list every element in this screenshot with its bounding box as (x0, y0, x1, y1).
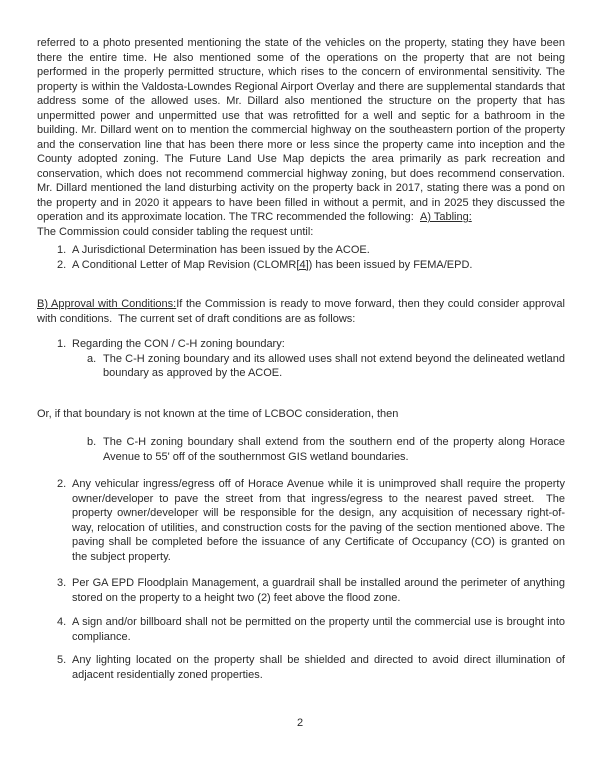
list-marker: 5. (57, 654, 67, 666)
paragraph (37, 297, 565, 326)
text-segment: Any vehicular ingress/egress off of Horace Avenue while it is unimproved shall require the property owner/developer to pave the street from that ingress/egress to the nearest paved street. The property owner/developer will be responsible for the design, any acquisition of necessary right-of-way, relocation of utilities, and construction costs for the paving of the section mentioned above. The paving shall be completed before the issuance of any Certificate of Occupancy (CO) is granted on the subject property. (72, 478, 565, 563)
text-segment: Regarding the CON / C-H zoning boundary: (72, 338, 285, 350)
list-item (37, 653, 565, 682)
list-item (37, 576, 565, 605)
list-marker: 2. (57, 258, 67, 271)
page-number: 2 (296, 717, 304, 729)
list-item (37, 435, 565, 464)
list-marker: b. (87, 436, 97, 448)
text-segment: Or, if that boundary is not known at the time of LCBOC consideration, then (37, 407, 399, 420)
list-marker: a. (87, 352, 97, 365)
text-segment: Any lighting located on the property shall be shielded and directed to avoid direct illumination of adjacent residentially zoned properties. (72, 654, 565, 681)
text-segment: referred to a photo presented mentioning the state of the vehicles on the property, stating they have been there the entire time. He also mentioned some of the operations on the property that are not being performed in the properly permitted structure, which rises to the concern of environmental sensitivity. The property is within the Valdosta-Lowndes Regional Airport Overlay and there are supplemental standards that address some of the allowed uses. Mr. Dillard also mentioned the structure on the property that has unpermitted power and unpermitted use that was retrofitted for a well and septic for a bathroom in the building. Mr. Dillard went on to mention the commercial highway on the southeastern portion of the property and the conservation line that has been there more or less since the property came into inception and the County adopted zoning. The Future Land Use Map depicts the area primarily as park recreation and conservation, which does not recommend commercial highway zoning, but does recommend conservation. Mr. Dillard mentioned the land disturbing activity on the property back in 2017, stating there was a pond on the property and in 2020 it appears to have been filled in without a permit, and in 2025 they discussed the operation and its approximate location. The TRC recommended the following: (37, 37, 565, 223)
paragraph (37, 225, 565, 240)
list-item (37, 615, 565, 644)
list-item (37, 352, 565, 381)
paragraph (37, 36, 565, 225)
text-segment: If the Commission is ready to move forward, then they could consider approval with conditions. The current set of draft conditions are as follows: (37, 298, 565, 325)
text-segment: Per GA EPD Floodplain Management, a guardrail shall be installed around the perimeter of anything stored on the property to a height two (2) feet above the flood zone. (72, 577, 565, 604)
list-marker: 1. (57, 338, 67, 350)
list-item (37, 337, 565, 352)
text-segment: The C-H zoning boundary and its allowed uses shall not extend beyond the delineated wetland boundary as approved by the ACOE. (103, 352, 565, 379)
paragraph (37, 407, 565, 422)
tabling-heading: A) Tabling: (419, 211, 472, 223)
text-segment: A Conditional Letter of Map Revision (CLOMR (72, 258, 297, 271)
document-content (37, 36, 565, 682)
text-segment: ) has been issued by FEMA/EPD. (308, 258, 473, 271)
text-segment: A Jurisdictional Determination has been issued by the ACOE. (72, 244, 370, 256)
list-marker: 2. (57, 478, 67, 490)
text-segment: The C-H zoning boundary shall extend from the southern end of the property along Horace Avenue to 55' off of the southernmost GIS wetland boundaries. (103, 436, 565, 463)
list-marker: 4. (57, 616, 67, 628)
text-segment: The Commission could consider tabling the request until: (37, 225, 314, 238)
approval-with-conditions-heading: B) Approval with Conditions: (37, 298, 177, 310)
list-marker: 1. (57, 244, 67, 256)
footnote-ref-4[interactable]: [4] (296, 258, 309, 271)
list-item (37, 258, 565, 273)
list-item (37, 477, 565, 564)
list-marker: 3. (57, 577, 67, 589)
text-segment: A sign and/or billboard shall not be permitted on the property until the commercial use is brought into compliance. (72, 616, 565, 643)
list-item (37, 243, 565, 258)
